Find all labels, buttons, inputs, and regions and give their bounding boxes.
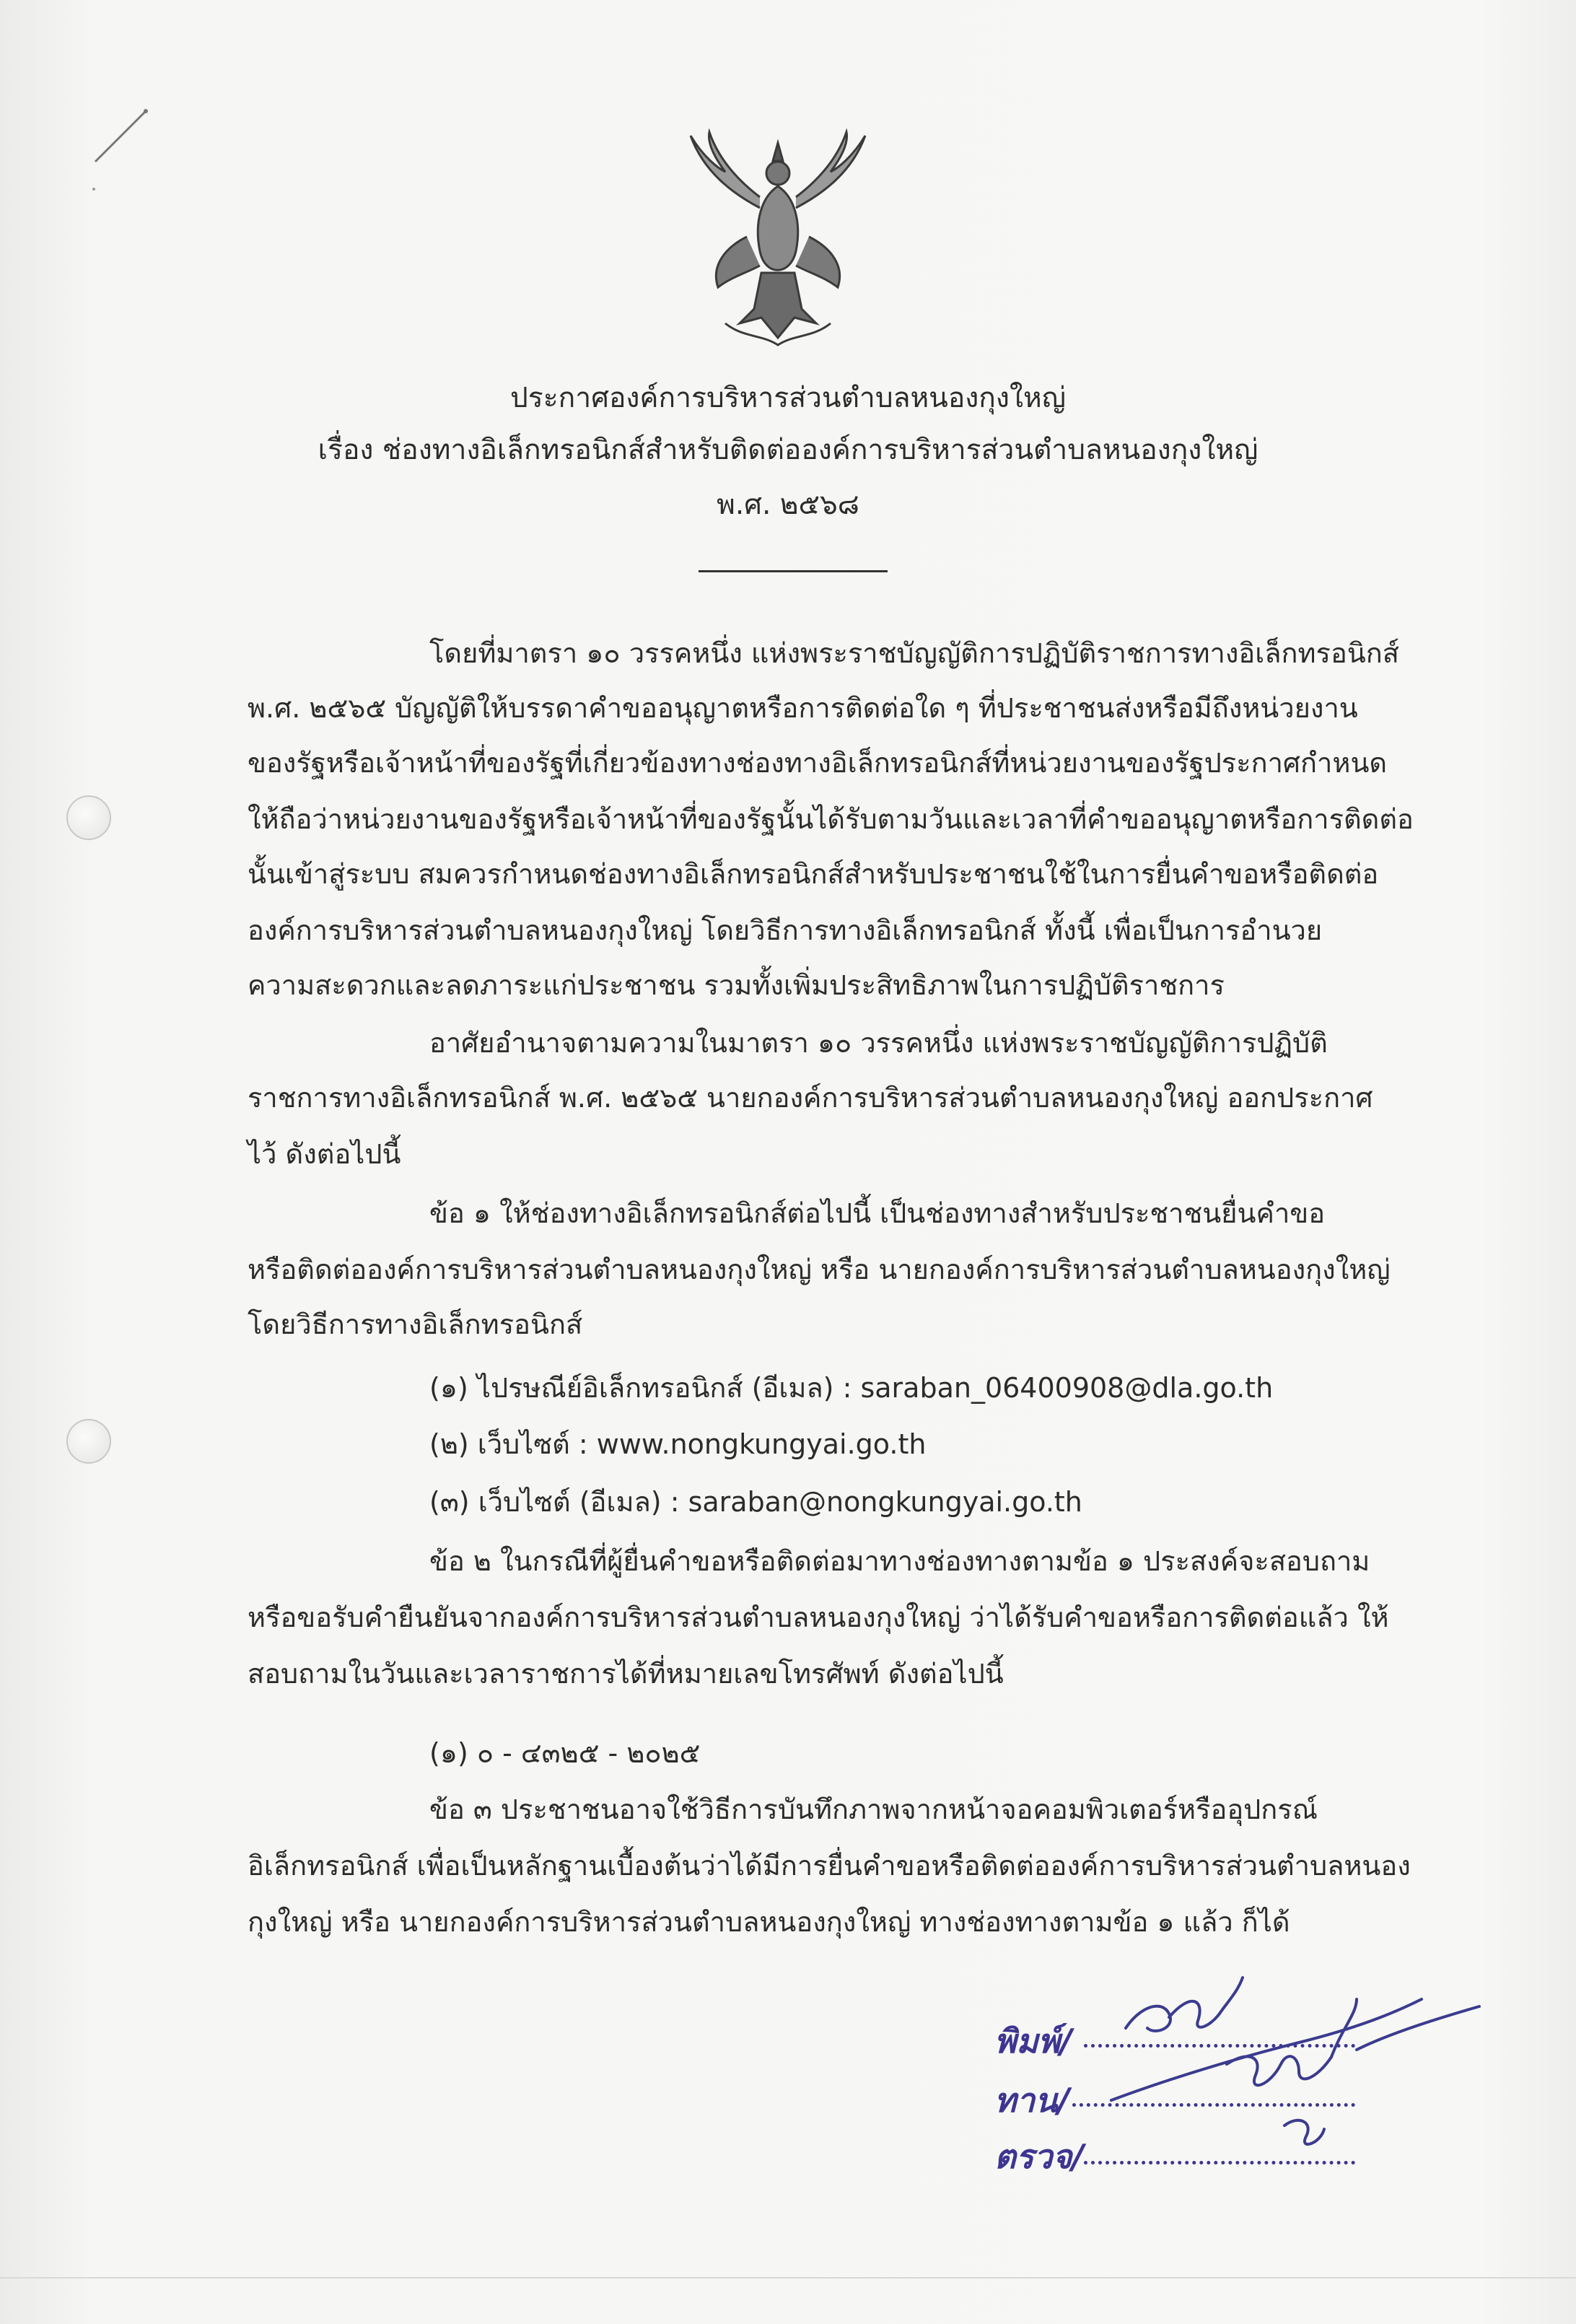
body-line: ข้อ ๒ ในกรณีที่ผู้ยื่นคำขอหรือติดต่อมาทางช่องทางตามข้อ ๑ ประสงค์จะสอบถาม xyxy=(429,1545,1370,1577)
body-line: นั้นเข้าสู่ระบบ สมควรกำหนดช่องทางอิเล็กทรอนิกส์สำหรับประชาชนใช้ในการยื่นคำขอหรือติดต่อ xyxy=(248,858,1379,890)
stamp-check-label: ตรวจ/ xyxy=(994,2137,1085,2176)
body-line: ไว้ ดังต่อไปนี้ xyxy=(248,1138,401,1170)
website-channel: (๒) เว็บไซต์ : www.nongkungyai.go.th xyxy=(429,1428,927,1460)
body-line: ความสะดวกและลดภาระแก่ประชาชน รวมทั้งเพิ่มประสิทธิภาพในการปฏิบัติราชการ xyxy=(248,969,1225,1001)
body-line: อาศัยอำนาจตามความในมาตรา ๑๐ วรรคหนึ่ง แห่งพระราชบัญญัติการปฏิบัติ xyxy=(429,1027,1328,1059)
handwritten-signature xyxy=(1082,1949,1487,2180)
punch-hole xyxy=(66,795,111,840)
garuda-emblem xyxy=(675,128,881,352)
body-line: หรือติดต่อองค์การบริหารส่วนตำบลหนองกุงใหญ่ หรือ นายกองค์การบริหารส่วนตำบลหนองกุงใหญ่ xyxy=(248,1254,1391,1285)
phone-number: (๑) ๐ - ๔๓๒๕ - ๒๐๒๕ xyxy=(429,1737,701,1769)
stamp-type-label: พิมพ์/ xyxy=(994,2022,1072,2061)
title-divider xyxy=(699,570,888,572)
announcement-subject: เรื่อง ช่องทางอิเล็กทรอนิกส์สำหรับติดต่อองค์การบริหารส่วนตำบลหนองกุงใหญ่ xyxy=(318,434,1258,466)
email-channel: (๑) ไปรษณีย์อิเล็กทรอนิกส์ (อีเมล) : saraban_06400908@dla.go.th xyxy=(429,1372,1274,1404)
body-line: ให้ถือว่าหน่วยงานของรัฐหรือเจ้าหน้าที่ของรัฐนั้นได้รับตามวันและเวลาที่คำขออนุญาตหรือการติดต่อ xyxy=(248,803,1414,835)
stamp-print-label: ทาน/ xyxy=(994,2081,1070,2120)
body-line: สอบถามในวันและเวลาราชการได้ที่หมายเลขโทรศัพท์ ดังต่อไปนี้ xyxy=(248,1658,1004,1690)
body-line: กุงใหญ่ หรือ นายกองค์การบริหารส่วนตำบลหนองกุงใหญ่ ทางช่องทางตามข้อ ๑ แล้ว ก็ได้ xyxy=(248,1906,1290,1938)
announcement-year: พ.ศ. ๒๕๖๘ xyxy=(717,489,859,521)
body-line: ของรัฐหรือเจ้าหน้าที่ของรัฐที่เกี่ยวข้องทางช่องทางอิเล็กทรอนิกส์ที่หน่วยงานของรัฐประกาศกำหนด xyxy=(248,747,1388,779)
punch-hole xyxy=(66,1419,111,1464)
body-line: ราชการทางอิเล็กทรอนิกส์ พ.ศ. ๒๕๖๕ นายกองค์การบริหารส่วนตำบลหนองกุงใหญ่ ออกประกาศ xyxy=(248,1082,1373,1114)
body-line: ข้อ ๑ ให้ช่องทางอิเล็กทรอนิกส์ต่อไปนี้ เป็นช่องทางสำหรับประชาชนยื่นคำขอ xyxy=(429,1197,1326,1229)
body-line: พ.ศ. ๒๕๖๕ บัญญัติให้บรรดาคำขออนุญาตหรือการติดต่อใด ๆ ที่ประชาชนส่งหรือมีถึงหน่วยงาน xyxy=(248,692,1358,724)
body-line: องค์การบริหารส่วนตำบลหนองกุงใหญ่ โดยวิธีการทางอิเล็กทรอนิกส์ ทั้งนี้ เพื่อเป็นการอำนวย xyxy=(248,914,1323,946)
announcement-title: ประกาศองค์การบริหารส่วนตำบลหนองกุงใหญ่ xyxy=(510,382,1066,414)
pen-mark xyxy=(87,101,159,202)
body-line: โดยวิธีการทางอิเล็กทรอนิกส์ xyxy=(248,1309,583,1340)
bottom-edge xyxy=(0,2277,1576,2279)
website-email-channel: (๓) เว็บไซต์ (อีเมล) : saraban@nongkungyai.go.th xyxy=(429,1486,1082,1518)
body-line: โดยที่มาตรา ๑๐ วรรคหนึ่ง แห่งพระราชบัญญัติการปฏิบัติราชการทางอิเล็กทรอนิกส์ xyxy=(429,637,1399,669)
body-line: ข้อ ๓ ประชาชนอาจใช้วิธีการบันทึกภาพจากหน้าจอคอมพิวเตอร์หรืออุปกรณ์ xyxy=(429,1794,1318,1825)
body-line: อิเล็กทรอนิกส์ เพื่อเป็นหลักฐานเบื้องต้นว่าได้มีการยื่นคำขอหรือติดต่อองค์การบริหารส่วนตำบลหนอง xyxy=(248,1850,1411,1882)
body-line: หรือขอรับคำยืนยันจากองค์การบริหารส่วนตำบลหนองกุงใหญ่ ว่าได้รับคำขอหรือการติดต่อแล้ว ให้ xyxy=(248,1602,1389,1633)
